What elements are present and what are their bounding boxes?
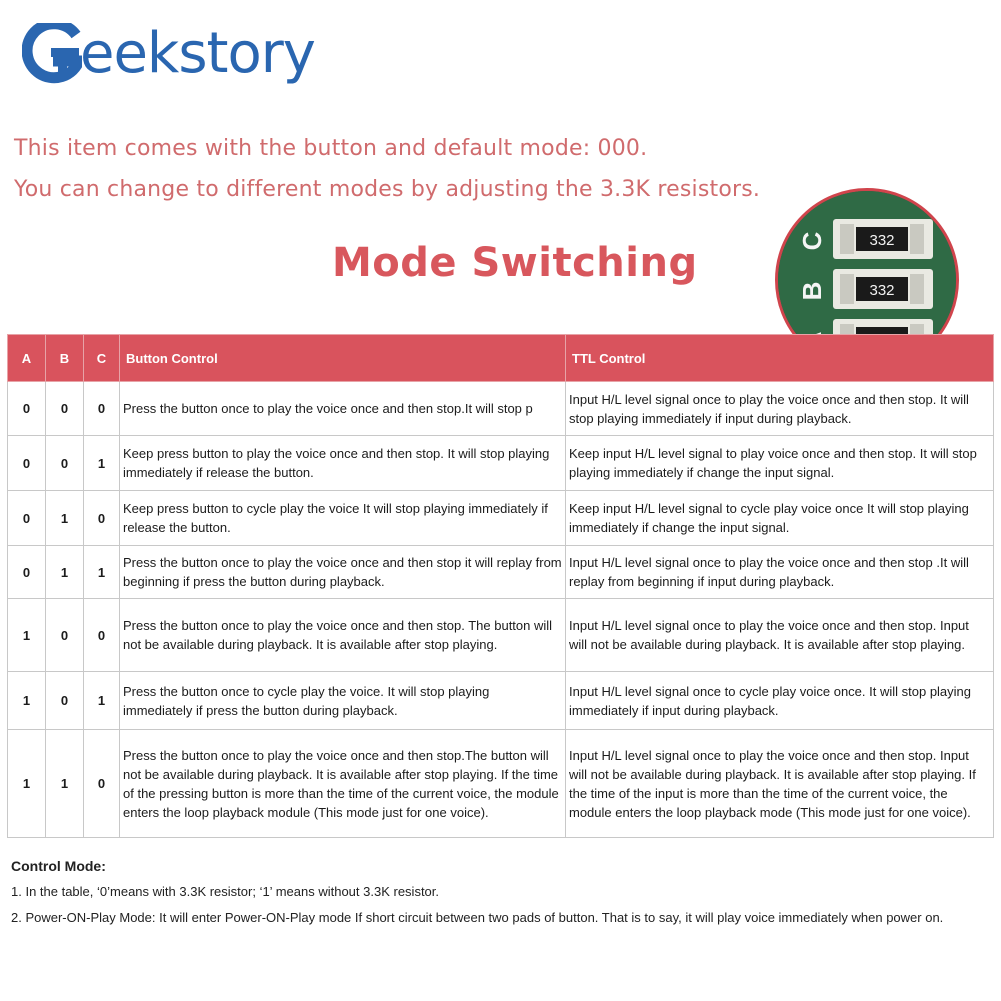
resistor-code-c: 332 xyxy=(869,232,895,249)
cell-b: 0 xyxy=(46,599,84,672)
brand-name: eekstory xyxy=(80,21,315,86)
brand-logo xyxy=(22,14,315,94)
cell-ttl-control: Input H/L level signal once to play the voice once and then stop. It will stop playing immediately if input during playback. xyxy=(566,382,994,436)
cell-button-control: Press the button once to cycle play the voice. It will stop playing immediately if press the button during playback. xyxy=(120,672,566,730)
intro-line-1: This item comes with the button and default mode: 000. xyxy=(14,136,648,161)
cell-c: 0 xyxy=(84,599,120,672)
header-ttl-control: TTL Control xyxy=(566,335,994,382)
notes-heading: Control Mode: xyxy=(11,858,106,874)
header-a: A xyxy=(8,335,46,382)
cell-c: 1 xyxy=(84,546,120,599)
cell-button-control: Press the button once to play the voice once and then stop it will replay from beginning if press the button during playback. xyxy=(120,546,566,599)
cell-b: 0 xyxy=(46,382,84,436)
cell-ttl-control: Keep input H/L level signal to cycle play voice once It will stop playing immediately if change the input signal. xyxy=(566,491,994,546)
cell-a: 1 xyxy=(8,730,46,838)
cell-a: 1 xyxy=(8,672,46,730)
cell-button-control: Press the button once to play the voice once and then stop.It will stop p xyxy=(120,382,566,436)
cell-b: 0 xyxy=(46,672,84,730)
cell-b: 1 xyxy=(46,546,84,599)
cell-a: 0 xyxy=(8,382,46,436)
cell-b: 1 xyxy=(46,730,84,838)
cell-a: 0 xyxy=(8,436,46,491)
brand-g-icon xyxy=(22,23,82,85)
cell-c: 0 xyxy=(84,730,120,838)
pcb-label-c: C xyxy=(797,231,827,251)
cell-c: 0 xyxy=(84,491,120,546)
cell-a: 1 xyxy=(8,599,46,672)
table-row xyxy=(8,546,994,599)
table-row xyxy=(8,436,994,491)
note-item: 2. Power-ON-Play Mode: It will enter Power-ON-Play mode If short circuit between two pads of button. That is to say, it will play voice immediately when power on. xyxy=(11,910,944,925)
cell-ttl-control: Input H/L level signal once to play the voice once and then stop. Input will not be available during playback. It is available after stop playing. xyxy=(566,599,994,672)
cell-a: 0 xyxy=(8,546,46,599)
cell-ttl-control: Keep input H/L level signal to play voice once and then stop. It will stop playing immediately if change the input signal. xyxy=(566,436,994,491)
intro-text xyxy=(14,128,814,210)
cell-c: 1 xyxy=(84,672,120,730)
table-row xyxy=(8,672,994,730)
table-row xyxy=(8,382,994,436)
table-header-row xyxy=(8,335,994,382)
cell-button-control: Keep press button to cycle play the voice It will stop playing immediately if release the button. xyxy=(120,491,566,546)
intro-line-2: You can change to different modes by adjusting the 3.3K resistors. xyxy=(14,177,761,202)
cell-a: 0 xyxy=(8,491,46,546)
resistor-code-b: 332 xyxy=(869,282,895,299)
table-row xyxy=(8,491,994,546)
header-b: B xyxy=(46,335,84,382)
mode-table xyxy=(7,334,994,838)
cell-c: 0 xyxy=(84,382,120,436)
cell-button-control: Press the button once to play the voice once and then stop. The button will not be available during playback. It is available after stop playing. xyxy=(120,599,566,672)
pcb-label-b: B xyxy=(797,281,827,301)
cell-c: 1 xyxy=(84,436,120,491)
note-item: 1. In the table, ‘0’means with 3.3K resistor; ‘1’ means without 3.3K resistor. xyxy=(11,884,440,899)
table-row xyxy=(8,730,994,838)
header-c: C xyxy=(84,335,120,382)
cell-b: 0 xyxy=(46,436,84,491)
control-mode-notes xyxy=(11,858,986,934)
cell-button-control: Keep press button to play the voice once and then stop. It will stop playing immediately if release the button. xyxy=(120,436,566,491)
cell-ttl-control: Input H/L level signal once to play the voice once and then stop .It will replay from beginning if input during playback. xyxy=(566,546,994,599)
cell-ttl-control: Input H/L level signal once to cycle play voice once. It will stop playing immediately if input during playback. xyxy=(566,672,994,730)
cell-b: 1 xyxy=(46,491,84,546)
cell-ttl-control: Input H/L level signal once to play the voice once and then stop. Input will not be available during playback. It is available after stop playing. If the time of the input is more than the time of the current voice, the module enters the loop playback mode (This mode just for one voice). xyxy=(566,730,994,838)
cell-button-control: Press the button once to play the voice once and then stop.The button will not be available during playback. It is available after stop playing. If the time of the pressing button is more than the time of the current voice, the module enters the loop playback module (This mode just for one voice). xyxy=(120,730,566,838)
page-title: Mode Switching xyxy=(332,240,698,286)
header-button-control: Button Control xyxy=(120,335,566,382)
table-row xyxy=(8,599,994,672)
